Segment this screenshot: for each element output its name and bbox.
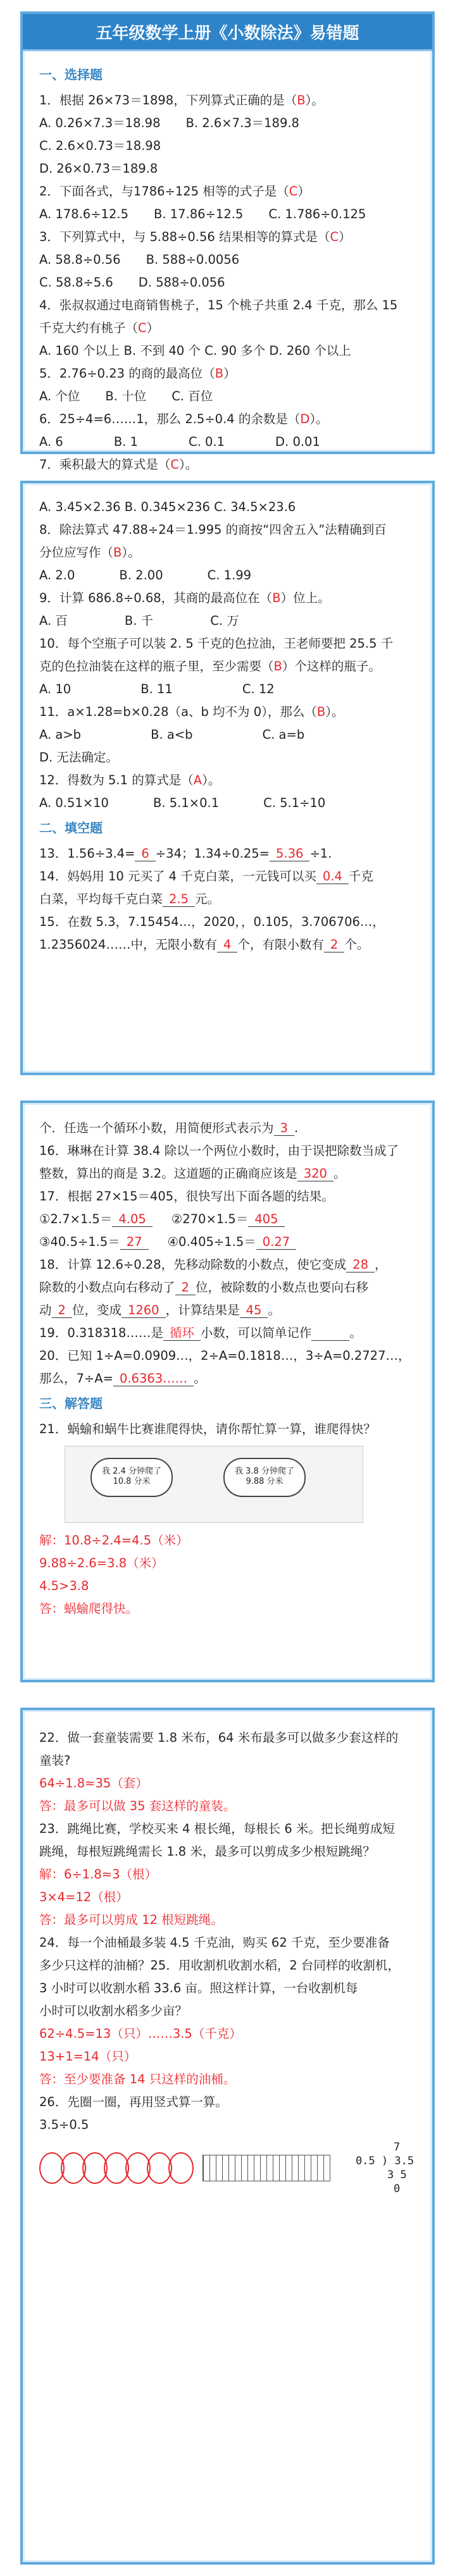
q11-option-d: D. 无法确定。: [39, 750, 118, 765]
q14-2: 白菜，平均每千克白菜 2.5 元。: [39, 892, 220, 906]
card-2: [20, 481, 435, 1075]
q2-options: A. 178.6÷12.5 B. 17.86÷12.5 C. 1.786÷0.125: [39, 207, 366, 221]
q8-options: A. 2.0 B. 2.00 C. 1.99: [39, 568, 252, 582]
q5-options: A. 个位 B. 十位 C. 百位: [39, 389, 213, 404]
q10-stem-2: 克的色拉油装在这样的瓶子里，至少需要（B）个这样的瓶子。: [39, 659, 381, 674]
q13: 13．1.56÷3.4= 6 ÷34；1.34÷0.25= 5.36 ÷1.: [39, 846, 332, 861]
q23-stem-1: 22．做一套童装需要 1.8 米布，64 米布最多可以做多少套这样的: [39, 1730, 399, 1745]
q1-stem: 1．根据 26×73＝1898，下列算式正确的是（B）。: [39, 93, 324, 108]
q24-solution-1: 解：6÷1.8≈3（根）: [39, 1867, 158, 1882]
q15-2: 1.2356024……中，无限小数有 4 个，有限小数有 2 个。: [39, 937, 370, 952]
q6-stem: 6．25÷4=6……1，那么 2.5÷0.4 的余数是（D）。: [39, 412, 328, 426]
q26-stem: 26．先圈一圈，再用竖式算一算。: [39, 2095, 228, 2109]
q20: 19．0.318318……是 循环 小数，可以简单记作 。: [39, 1326, 362, 1340]
snail-race-illustration: [65, 1446, 363, 1523]
q5-stem: 5．2.76÷0.23 的商的最高位（B）: [39, 366, 236, 381]
q23-stem-2: 童装?: [39, 1753, 71, 1768]
long-division: 7 0.5 ) 3.5 3 5 0: [356, 2141, 414, 2195]
q12-stem: 12．得数为 5.1 的算式是（A）。: [39, 773, 221, 787]
q25-answer: 答：至少要准备 14 只这样的油桶。: [39, 2072, 236, 2086]
q25-stem-3: 3 小时可以收割水稻 33.6 亩。照这样计算，一台收割机每: [39, 1981, 358, 1995]
q11-stem: 11．a×1.28=b×0.28（a、b 均不为 0），那么（B）。: [39, 705, 344, 719]
slug-speech-shell: 我 2.4 分钟爬了 10.8 分米: [90, 1458, 173, 1497]
section-solve-title: 三、解答题: [39, 1396, 103, 1411]
page-title: 五年级数学上册《小数除法》易错题: [23, 14, 432, 51]
q22-stem: 21．蜗蝓和蜗牛比赛谁爬得快，请你帮忙算一算，谁爬得快？: [39, 1422, 376, 1436]
section-fill-title: 二、填空题: [39, 820, 103, 835]
circle-grouping-figure: [39, 2140, 416, 2196]
q4-options: A. 160 个以上 B. 不到 40 个 C. 90 多个 D. 260 个以上: [39, 343, 351, 358]
q17-2: 整数，算出的商是 3.2。这道题的正确商应该是 320 。: [39, 1166, 346, 1181]
card-1: [20, 11, 435, 472]
q1-options-row1: A. 0.26×7.3＝18.98 B. 2.6×7.3＝189.8: [39, 116, 299, 130]
q22-solution-3: 4.5>3.8: [39, 1579, 89, 1593]
q15-1: 15．在数 5.3，7.15454…，2020，，0.105，3.706706…，: [39, 915, 385, 929]
q7-stem: 7．乘积最大的算式是（C）。: [39, 457, 198, 472]
q24-answer: 答：最多可以剪成 12 根短跳绳。: [39, 1913, 223, 1927]
q3-stem: 3．下列算式中，与 5.88÷0.56 结果相等的算式是（C）: [39, 230, 351, 244]
q22-answer: 答：蜗蝓爬得快。: [39, 1601, 139, 1616]
q25-stem-1: 24．每一个油桶最多装 4.5 千克油，购买 62 千克，至少要准备: [39, 1935, 390, 1950]
q25-solution-2: 13+1=14（只）: [39, 2049, 137, 2064]
q23-solution: 64÷1.8≈35（套）: [39, 1776, 148, 1790]
q26-expression: 3.5÷0.5: [39, 2117, 89, 2132]
q10-options: A. 10 B. 11 C. 12: [39, 682, 275, 696]
q22-solution-1: 解：10.8÷2.4=4.5（米）: [39, 1533, 189, 1548]
q7-options: A. 3.45×2.36 B. 0.345×236 C. 34.5×23.6: [39, 500, 296, 514]
q2-stem: 2．下面各式，与1786÷125 相等的式子是（C）: [39, 184, 310, 199]
q1-option-c: C. 2.6×0.73＝18.98: [39, 139, 161, 153]
q25-stem-2: 多少只这样的油桶？25．用收割机收割水稻，2 台同样的收割机，: [39, 1958, 400, 1973]
q19-1: 18．计算 12.6÷0.28，先移动除数的小数点，使它变成 28 ，: [39, 1257, 387, 1272]
q6-options: A. 6 B. 1 C. 0.1 D. 0.01: [39, 434, 320, 449]
q25-solution-1: 62÷4.5=13（只）……3.5（千克）: [39, 2026, 242, 2041]
q4-stem-2: 千克大约有桃子（C）: [39, 321, 159, 335]
q16: 个．任选一个循环小数，用简便形式表示为 3 .: [39, 1121, 299, 1135]
q9-stem: 9．计算 686.8÷0.68，其商的最高位在（B）位上。: [39, 591, 330, 605]
q18-row1: ①2.7×1.5＝ 4.05 ②270×1.5＝ 405: [39, 1208, 416, 1231]
card-4: [20, 1708, 435, 2565]
snail-speech-shell: 我 3.8 分钟爬了 9.88 分米: [223, 1458, 306, 1497]
q25-stem-4: 小时可以收割水稻多少亩？: [39, 2004, 188, 2018]
q1-option-d: D. 26×0.73＝189.8: [39, 161, 158, 176]
q19-2: 除数的小数点向右移动了 2 位，被除数的小数点也要向右移: [39, 1280, 368, 1295]
q12-options: A. 0.51×10 B. 5.1×0.1 C. 5.1÷10: [39, 796, 326, 810]
ruler-bar: [203, 2155, 330, 2181]
q24-stem-2: 跳绳，每根短跳绳需长 1.8 米，最多可以剪成多少根短跳绳？: [39, 1844, 375, 1859]
card-3: [20, 1100, 435, 1682]
group-ring: [168, 2152, 194, 2184]
q17-1: 16．琳琳在计算 38.4 除以一个两位小数时，由于误把除数当成了: [39, 1143, 399, 1158]
q10-stem-1: 10．每个空瓶子可以装 2. 5 千克的色拉油，王老师要把 25.5 千: [39, 636, 394, 651]
q21-1: 20．已知 1÷A=0.0909…，2÷A=0.1818…，3÷A=0.2727…，: [39, 1348, 411, 1363]
q3-options-row1: A. 58.8÷0.56 B. 588÷0.0056: [39, 252, 240, 267]
section-choice-title: 一、选择题: [39, 67, 103, 82]
q14-1: 14．妈妈用 10 元买了 4 千克白菜，一元钱可以买 0.4 千克: [39, 869, 373, 884]
q22-solution-2: 9.88÷2.6=3.8（米）: [39, 1556, 164, 1570]
q19-3: 动 2 位，变成 1260 ，计算结果是 45 。: [39, 1303, 280, 1317]
q23-answer: 答：最多可以做 35 套这样的童装。: [39, 1799, 236, 1813]
q3-options-row2: C. 58.8÷5.6 D. 588÷0.056: [39, 275, 225, 290]
q11-options: A. a>b B. a<b C. a=b: [39, 727, 305, 742]
q4-stem-1: 4．张叔叔通过电商销售桃子，15 个桃子共重 2.4 千克，那么 15: [39, 298, 398, 312]
q9-options: A. 百 B. 千 C. 万: [39, 613, 239, 628]
q18-stem: 17．根据 27×15＝405，很快写出下面各题的结果。: [39, 1189, 334, 1204]
q8-stem-2: 分位应写作（B）。: [39, 545, 140, 560]
q24-stem-1: 23．跳绳比赛，学校买来 4 根长绳，每根长 6 米。把长绳剪成短: [39, 1821, 395, 1836]
q24-solution-2: 3×4=12（根）: [39, 1890, 128, 1904]
q21-2: 那么，7÷A= 0.6363…… 。: [39, 1371, 206, 1386]
q8-stem-1: 8．除法算式 47.88÷24＝1.995 的商按“四舍五入”法精确到百: [39, 522, 387, 537]
q18-row2: ③40.5÷1.5＝ 27 ④0.405÷1.5＝ 0.27: [39, 1231, 416, 1254]
